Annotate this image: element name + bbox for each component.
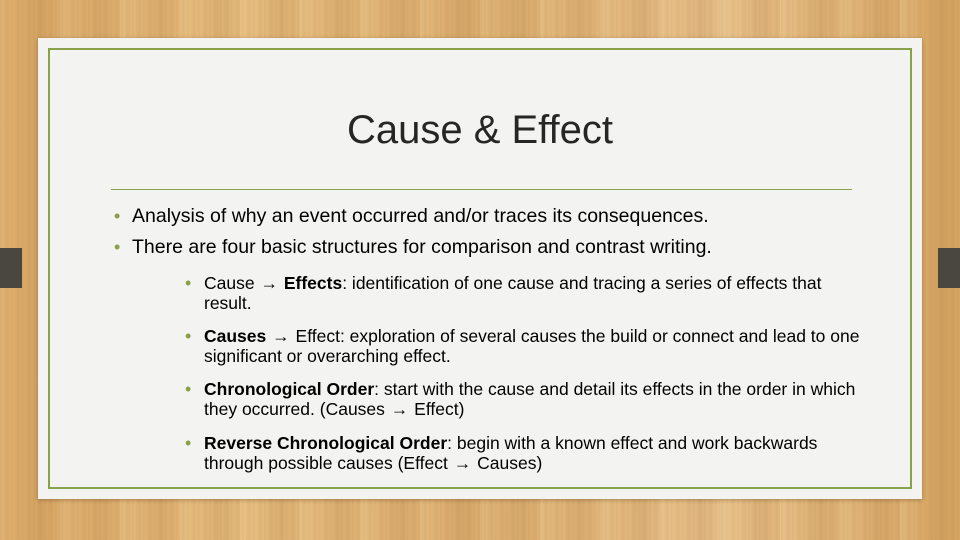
- title-divider: [111, 189, 852, 190]
- bullet-dot-icon: •: [114, 237, 121, 257]
- sub-bullet-item: [185, 379, 864, 419]
- sub-bullet-item: [185, 433, 864, 473]
- bullet-item: [114, 204, 709, 228]
- sub-bullet-text: Cause → Effects: identification of one cause and tracing a series of effects that result.: [204, 273, 822, 313]
- sub-bullet-text: Chronological Order: start with the cause and detail its effects in the order in which they occurred. (Causes → Effect): [204, 379, 856, 419]
- bullet-dot-icon: •: [185, 379, 192, 399]
- sub-bullet-text: Reverse Chronological Order: begin with a known effect and work backwards through possible causes (Effect → Causes): [204, 433, 818, 473]
- sub-bullet-item: [185, 326, 864, 366]
- bullet-text: There are four basic structures for comparison and contrast writing.: [132, 236, 712, 258]
- sub-bullet-item: [185, 273, 864, 313]
- arrow-right-icon: →: [272, 326, 290, 346]
- right-edge-tab: [938, 248, 960, 288]
- sub-bullet-bold: Chronological Order: [204, 379, 375, 399]
- arrow-right-icon: →: [390, 399, 409, 419]
- bullet-dot-icon: •: [185, 326, 192, 346]
- arrow-right-icon: →: [453, 453, 472, 473]
- bullet-dot-icon: •: [185, 273, 192, 293]
- slide-card: [38, 38, 922, 499]
- slide-title: Cause & Effect: [346, 108, 614, 152]
- bullet-dot-icon: •: [114, 206, 121, 226]
- bullet-item: [114, 235, 712, 259]
- arrow-right-icon: →: [260, 273, 278, 293]
- sub-bullet-text: Causes → Effect: exploration of several causes the build or connect and lead to one significant or overarching effect.: [204, 326, 860, 366]
- sub-bullet-bold: Causes: [204, 326, 267, 346]
- bullet-text: Analysis of why an event occurred and/or traces its consequences.: [132, 205, 709, 227]
- bullet-dot-icon: •: [185, 433, 192, 453]
- left-edge-tab: [0, 248, 22, 288]
- sub-bullet-bold: Reverse Chronological Order: [204, 433, 448, 453]
- sub-bullet-bold: Effects: [283, 273, 343, 293]
